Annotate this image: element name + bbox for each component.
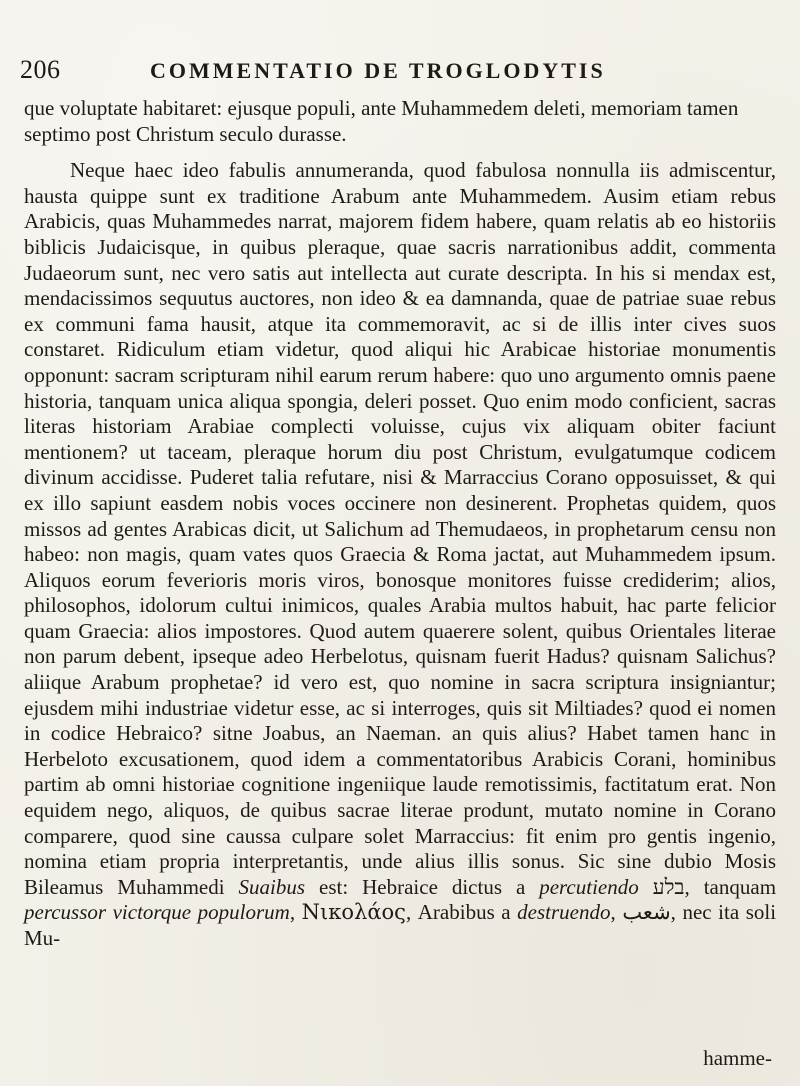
running-head: COMMENTATIO DE TROGLODYTIS — [150, 58, 606, 83]
text-segment: , tanquam — [684, 874, 777, 899]
text-segment: est: Hebraice dictus a — [319, 874, 526, 899]
text-segment: , Arabibus a — [405, 900, 511, 925]
term-destruendo: destruendo — [517, 900, 611, 925]
arabic-word: شعب — [622, 900, 671, 925]
term-suaibus: Suaibus — [238, 874, 306, 899]
catchword: hamme- — [703, 1046, 772, 1070]
page-header — [20, 55, 780, 95]
greek-word: Νικολάος — [301, 900, 406, 925]
page-number: 206 — [20, 55, 61, 84]
term-percutiendo: percutiendo — [539, 874, 639, 899]
paragraph-1: que voluptate habitaret: ejusque populi, ante Muhammedem deleti, memoriam tamen septimo post Christum seculo durasse. — [24, 96, 739, 146]
term-percussor: percussor victorque populorum — [24, 900, 290, 925]
body-text — [24, 96, 776, 952]
text-segment: , nec ita soli Mu- — [24, 900, 777, 950]
hebrew-word: בלע — [652, 874, 685, 899]
paragraph-2: Neque haec ideo fabulis annumeranda, quod fabulosa nonnulla iis admiscentur, hausta quippe sunt ex traditione Arabum ante Muhammedem. Ausim etiam rebus Arabicis, quas Muhammedes narrat, majorem fidem habere, quam relatis ab eo historiis biblicis Judaicisque, in quibus pleraque, quae sacris narrationibus addit, commenta Judaeorum sunt, nec vero satis aut intellecta aut curate descripta. In his si mendax est, mendacissimos sequutus auctores, non ideo & ea damnanda, quae de patriae suae rebus ex communi fama hausit, atque ita commemoravit, ac si de illis inter cives suos constaret. Ridiculum etiam videtur, quod aliqui hic Arabicae historiae monumentis opponunt: sacram scripturam nihil earum rerum habere: quo uno argumento omnis paene historia, tanquam unica aliqua spongia, deleri posset. Quo enim modo conficient, sacras literas historiam Arabiae complecti voluisse, cujus vix aliquam obiter faciunt mentionem? ut taceam, pleraque horum diu post Christum, evulgatumque codicem divinum accidisse. Puderet talia refutare, nisi & Marraccius Corano opposuisset, & qui ex illo sapiunt easdem nobis voces occinere non desinerent. Prophetas quidem, quos missos ad gentes Arabicas dicit, ut Salichum ad Themudaeos, in prophetarum censu non habeo: non magis, quam vates quos Graecia & Roma jactat, aut Muhammedem ipsum. Aliquos eorum feverioris moris viros, bonosque monitores fuisse crediderim; alios, philosophos, idolorum cultui inimicos, quales Arabia multos habuit, hac parte felicior quam Graecia: alios impostores. Quod autem quaerere solent, quibus Orientales literae non parum debent, ipseque adeo Herbelotus, quisnam fuerit Hadus? quisnam Salichus? aliique Arabum prophetae? id vero est, quo nomine in sacra scriptura insigniantur; ejusdem mihi industriae videtur esse, ac si interroges, quis sit Miltiades? quod ei nomen in codice Hebraico? sitne Joabus, an Naeman. an quis alius? Habet tamen hanc in Herbeloto excusationem, quod idem a commentatoribus Arabicis Corani, hominibus partim ab omni historiae cognitione ingeniique laude remotissimis, factitatum erat. Non equidem nego, aliquos, de quibus sacrae literae produnt, mutato nomine in Corano comparere, quod sine caussa culpare solet Marraccius: fit enim pro gentis ingenio, nomina etiam propria interpretantis, unde alius illis sonus. Sic sine dubio Mosis Bileamus Muhammedi Suaibus est: Hebraice dictus a percutiendo בלע, tanquam percussor victorque populorum, Νικολάος, Arabibus a destruendo, شعب, nec ita soli Mu- — [24, 158, 777, 950]
paragraph-2-text: Neque haec ideo fabulis annumeranda, quod fabulosa nonnulla iis admiscentur, hausta quippe sunt ex traditione Arabum ante Muhammedem. Ausim etiam rebus Arabicis, quas Muhammedes narrat, majorem fidem habere, quam relatis ab eo historiis biblicis Judaicisque, in quibus pleraque, quae sacris narrationibus addit, commenta Judaeorum sunt, nec vero satis aut intellecta aut curate descripta. In his si mendax est, mendacissimos sequutus auctores, non ideo & ea damnanda, quae de patriae suae rebus ex communi fama hausit, atque ita commemoravit, ac si de illis inter cives suos constaret. Ridiculum etiam videtur, quod aliqui hic Arabicae historiae monumentis opponunt: sacram scripturam nihil earum rerum habere: quo uno argumento omnis paene historia, tanquam unica aliqua spongia, deleri posset. Quo enim modo conficient, sacras literas historiam Arabiae complecti voluisse, cujus vix aliquam obiter faciunt mentionem? ut taceam, pleraque horum diu post Christum, evulgatumque codicem divinum accidisse. Puderet talia refutare, nisi & Marraccius Corano opposuisset, & qui ex illo sapiunt easdem nobis voces occinere non desinerent. Prophetas quidem, quos missos ad gentes Arabicas dicit, ut Salichum ad Themudaeos, in prophetarum censu non habeo: non magis, quam vates quos Graecia & Roma jactat, aut Muhammedem ipsum. Aliquos eorum feverioris moris viros, bonosque monitores fuisse crediderim; alios, philosophos, idolorum cultui inimicos, quales Arabia multos habuit, hac parte felicior quam Graecia: alios impostores. Quod autem quaerere solent, quibus Orientales literae non parum debent, ipseque adeo Herbelotus, quisnam fuerit Hadus? quisnam Salichus? aliique Arabum prophetae? id vero est, quo nomine in sacra scriptura insigniantur; ejusdem mihi industriae videtur esse, ac si interroges, quis sit Miltiades? quod ei nomen in codice Hebraico? sitne Joabus, an Naeman. an quis alius? Habet tamen hanc in Herbeloto excusationem, quod idem a commentatoribus Arabicis Corani, hominibus partim ab omni historiae cognitione ingeniique laude remotissimis, factitatum erat. Non equidem nego, aliquos, de quibus sacrae literae produnt, mutato nomine in Corano comparere, quod sine caussa culpare solet Marraccius: fit enim pro gentis ingenio, nomina etiam propria interpretantis, unde alius illis sonus. Sic sine dubio Mosis Bileamus Muhammedi — [24, 158, 776, 899]
